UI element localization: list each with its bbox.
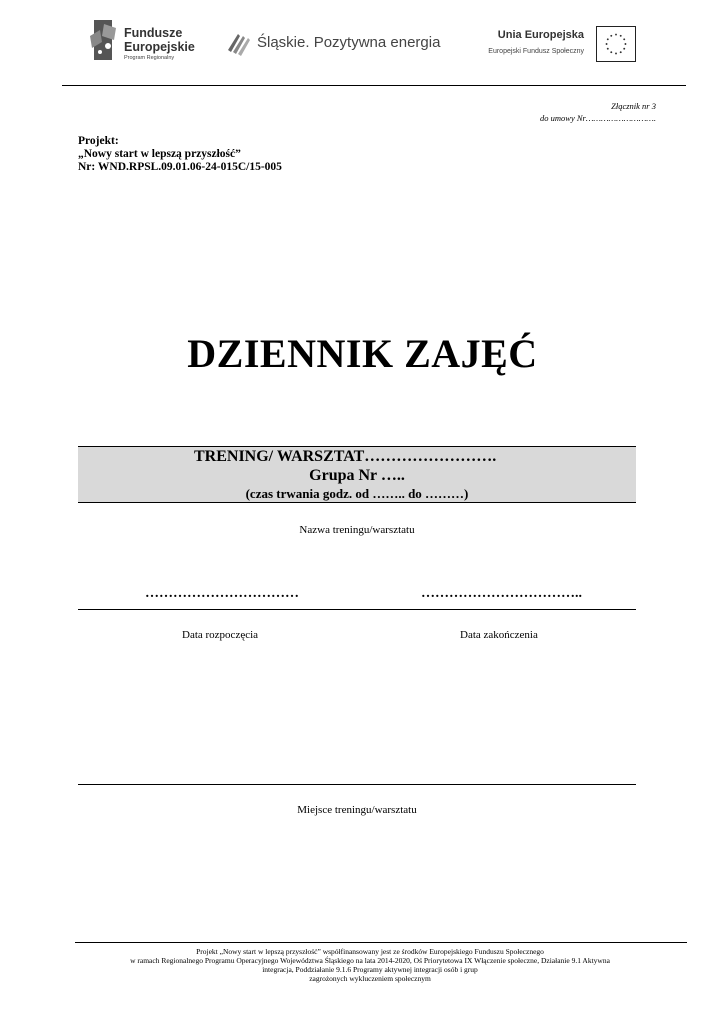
slaskie-wave-icon	[226, 30, 254, 56]
project-info	[78, 135, 282, 174]
eu-flag-icon	[596, 26, 636, 62]
footer-line-4: zagrożonych wykluczeniem społecznym	[309, 974, 431, 983]
attachment-contract: do umowy Nr……………………….	[540, 113, 656, 123]
page-title: DZIENNIK ZAJĘĆ	[187, 331, 538, 376]
attachment-number: Złącznik nr 3	[611, 101, 656, 111]
footer-divider	[75, 942, 687, 943]
fe-logo-title: Fundusze Europejskie	[124, 26, 195, 54]
training-workshop-line: TRENING/ WARSZTAT…………………….	[194, 448, 497, 465]
group-number-line: Grupa Nr …..	[309, 467, 405, 484]
slaskie-logo-text: Śląskie. Pozytywna energia	[257, 34, 441, 51]
footer-line-1: Projekt „Nowy start w lepszą przyszłość” współfinansowany jest ze środków Europejskiego Funduszu Społecznego	[196, 947, 544, 956]
duration-line: (czas trwania godz. od …….. do ………)	[245, 486, 469, 501]
end-date-dots: ……………………………..	[421, 586, 582, 601]
fundusze-europejskie-logo	[88, 20, 208, 70]
footer-line-3: integracja, Poddziałanie 9.1.6 Programy aktywnej integracji osób i grup	[262, 965, 478, 974]
project-name: „Nowy start w lepszą przyszłość”	[78, 148, 241, 160]
header-divider	[62, 85, 686, 86]
unia-europejska-logo	[466, 24, 646, 68]
attachment-note	[540, 100, 656, 124]
fundusze-europejskie-emblem-icon	[88, 20, 118, 64]
start-date-dots: ……………………………	[145, 586, 299, 601]
project-number: Nr: WND.RPSL.09.01.06-24-015C/15-005	[78, 161, 282, 173]
eu-logo-subtitle: Europejski Fundusz Społeczny	[488, 48, 584, 55]
training-place-label: Miejsce treningu/warsztatu	[297, 804, 417, 816]
footer-text	[75, 947, 665, 983]
place-divider	[78, 784, 636, 785]
start-date-label: Data rozpoczęcia	[182, 629, 259, 641]
fe-logo-subtitle: Program Regionalny	[124, 55, 175, 61]
training-name-label: Nazwa treningu/warsztatu	[299, 524, 415, 536]
dates-divider	[78, 609, 636, 610]
slaskie-logo	[226, 30, 446, 60]
footer-line-2: w ramach Regionalnego Programu Operacyjnego Województwa Śląskiego na lata 2014-2020, Oś Priorytetowa IX Włączenie społeczne, Działanie 9.1 Aktywna	[130, 956, 610, 965]
project-label: Projekt:	[78, 135, 119, 147]
eu-logo-title: Unia Europejska	[497, 29, 584, 41]
training-info-box	[78, 446, 636, 503]
end-date-label: Data zakończenia	[460, 629, 538, 641]
